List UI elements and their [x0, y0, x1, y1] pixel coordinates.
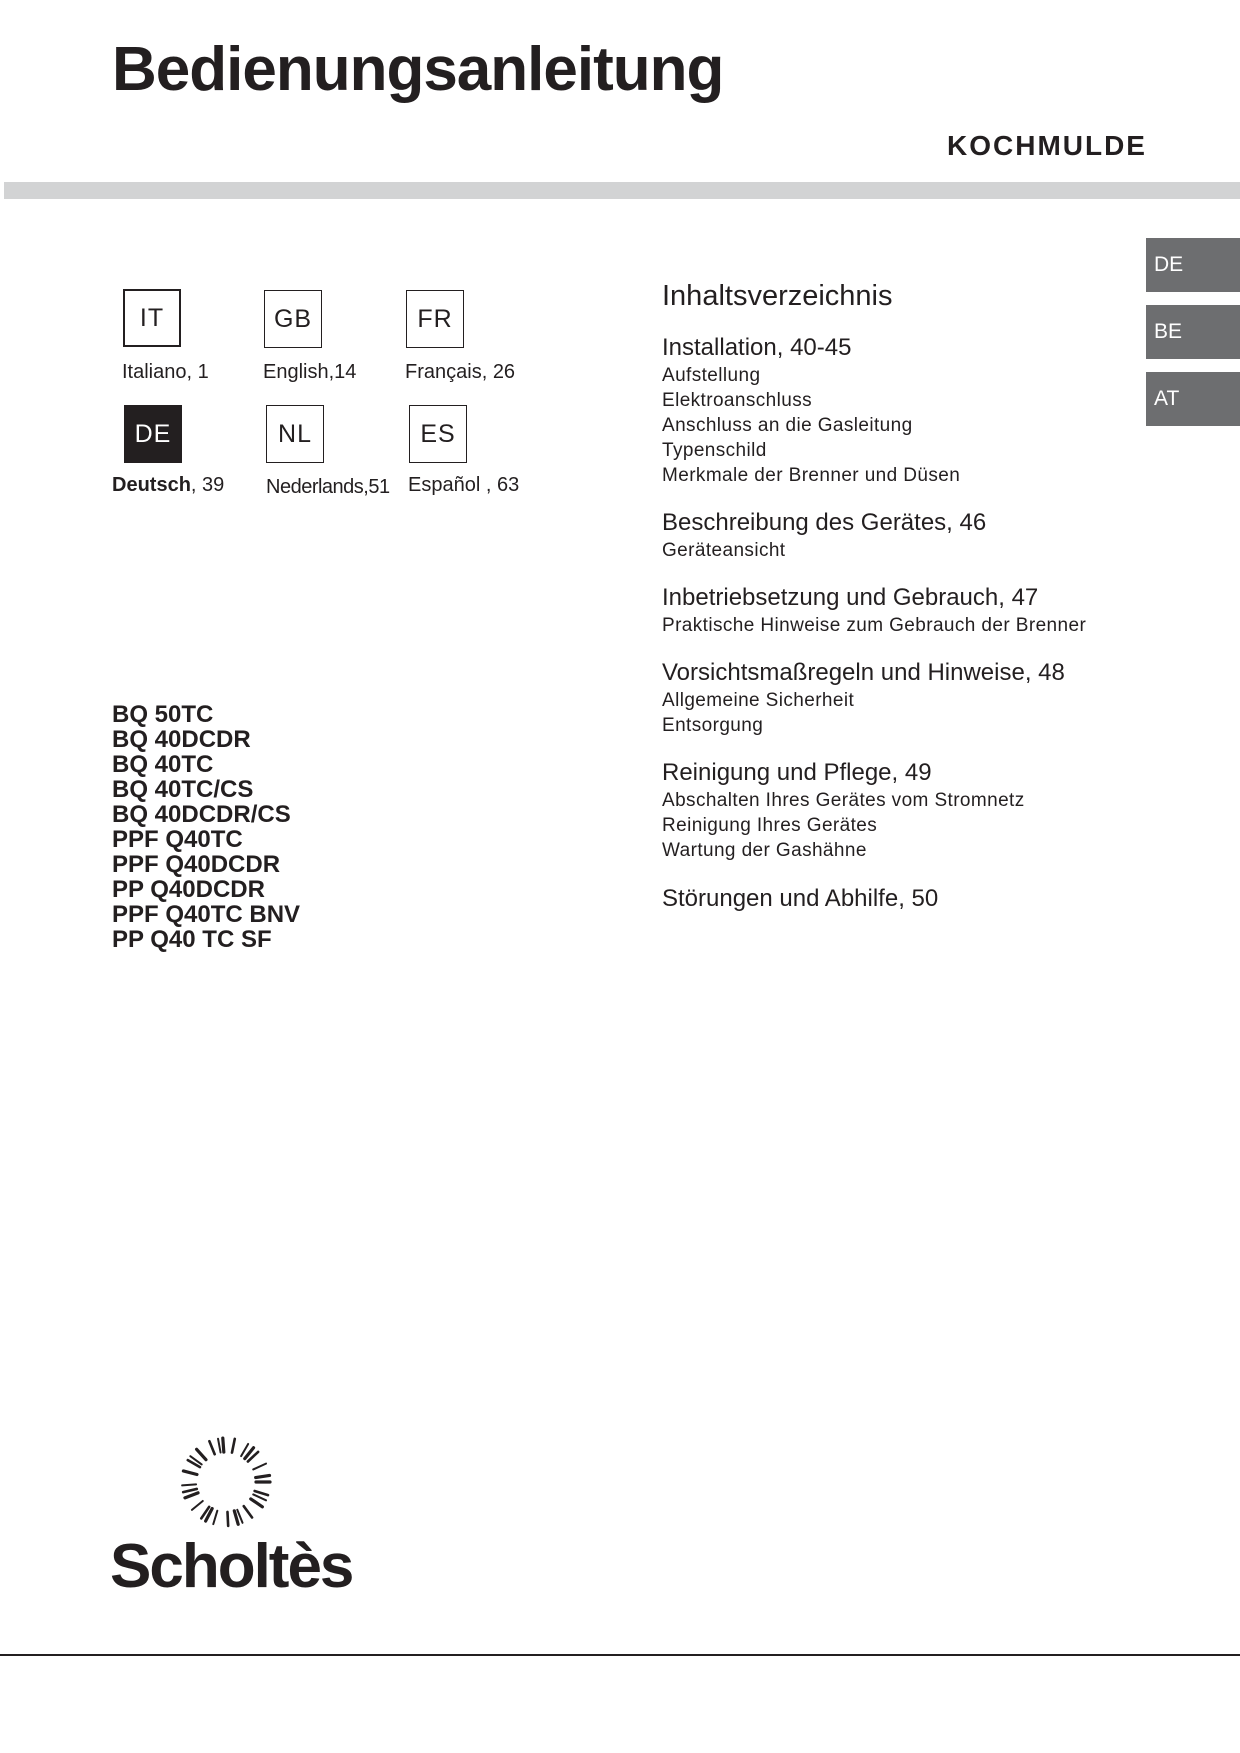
toc-item[interactable]: Abschalten Ihres Gerätes vom Stromnetz [662, 790, 1025, 811]
sun-ray [232, 1439, 235, 1453]
toc-heading[interactable]: Reinigung und Pflege, 49 [662, 759, 932, 786]
side-tab-be[interactable]: BE [1146, 305, 1240, 359]
toc-item[interactable]: Geräteansicht [662, 540, 786, 561]
toc-heading[interactable]: Inbetriebsetzung und Gebrauch, 47 [662, 584, 1039, 611]
sun-ray [209, 1441, 214, 1454]
toc-item[interactable]: Merkmale der Brenner und Düsen [662, 465, 961, 486]
toc-section-installation [662, 333, 1122, 488]
header-divider [4, 182, 1240, 199]
lang-page: 1 [197, 361, 209, 383]
model-name: PP Q40DCDR [112, 876, 265, 903]
toc-item[interactable]: Entsorgung [662, 715, 764, 736]
toc-heading[interactable]: Vorsichtsmaßregeln und Hinweise, 48 [662, 659, 1065, 686]
sun-ray [218, 1439, 221, 1453]
sun-ray [251, 1499, 263, 1507]
lang-label-it [122, 361, 209, 384]
lang-page: 26 [492, 361, 516, 383]
toc-item[interactable]: Typenschild [662, 440, 767, 461]
sun-ray [244, 1506, 252, 1517]
toc-item[interactable]: Wartung der Gashähne [662, 840, 867, 861]
footer-divider [0, 1654, 1240, 1656]
sun-ray [192, 1501, 203, 1510]
toc-heading[interactable]: Störungen und Abhilfe, 50 [662, 885, 939, 912]
lang-label-es [408, 474, 519, 497]
model-name: BQ 40DCDR [112, 726, 251, 753]
toc-item[interactable]: Anschluss an die Gasleitung [662, 415, 913, 436]
lang-box-it[interactable]: IT [123, 289, 181, 347]
lang-label-nl [266, 476, 390, 499]
sun-ray [253, 1494, 266, 1500]
toc-section-troubleshooting [662, 884, 1122, 914]
toc-item[interactable]: Reinigung Ihres Gerätes [662, 815, 878, 836]
sun-ray [183, 1471, 197, 1475]
lang-box-fr[interactable]: FR [406, 290, 464, 348]
model-name: BQ 40TC [112, 751, 214, 778]
sun-ray [213, 1511, 217, 1524]
model-name: PPF Q40TC [112, 826, 243, 853]
sun-ray [185, 1493, 198, 1498]
lang-label-de [112, 474, 224, 497]
sun-ray [223, 1438, 224, 1452]
document-title: Bedienungsanleitung [112, 35, 724, 104]
lang-name: Deutsch [112, 474, 191, 496]
model-name: PPF Q40TC BNV [112, 901, 301, 928]
lang-name: Español , [408, 474, 492, 496]
sun-ray [255, 1491, 268, 1495]
lang-page: , 39 [190, 474, 225, 496]
toc-item[interactable]: Praktische Hinweise zum Gebrauch der Brenner [662, 615, 1087, 636]
sun-ray [256, 1475, 270, 1477]
brand-sun-icon [176, 1432, 276, 1532]
model-name: PPF Q40DCDR [112, 851, 281, 878]
lang-label-fr [405, 361, 515, 384]
model-name: BQ 40DCDR/CS [112, 801, 291, 828]
sun-ray [253, 1464, 266, 1470]
model-name: BQ 40TC/CS [112, 776, 254, 803]
lang-box-es[interactable]: ES [409, 405, 467, 463]
model-name: PP Q40 TC SF [112, 926, 272, 953]
lang-box-nl[interactable]: NL [266, 405, 324, 463]
toc-title: Inhaltsverzeichnis [662, 280, 893, 312]
toc-section-operation [662, 583, 1122, 638]
brand-logo-text: Scholtès [110, 1532, 353, 1601]
toc-section-precautions [662, 658, 1122, 738]
lang-name: Nederlands, [266, 476, 369, 498]
sun-ray [183, 1489, 197, 1492]
lang-label-gb [263, 361, 356, 384]
sun-ray [227, 1512, 228, 1526]
toc-section-cleaning [662, 758, 1122, 863]
toc-heading[interactable]: Beschreibung des Gerätes, 46 [662, 509, 987, 536]
sun-ray [182, 1484, 196, 1485]
model-list [112, 702, 300, 952]
lang-page: 14 [334, 361, 357, 383]
side-tab-at[interactable]: AT [1146, 372, 1240, 426]
toc-item[interactable]: Allgemeine Sicherheit [662, 690, 855, 711]
sun-ray [197, 1449, 206, 1459]
lang-box-de[interactable]: DE [124, 405, 182, 463]
lang-page: 51 [368, 476, 390, 498]
toc-section-description [662, 508, 1122, 563]
model-name: BQ 50TC [112, 701, 214, 728]
lang-box-gb[interactable]: GB [264, 290, 322, 348]
product-type-label: KOCHMULDE [947, 130, 1147, 161]
lang-name: Italiano, [122, 361, 193, 383]
toc-heading[interactable]: Installation, 40-45 [662, 334, 852, 361]
lang-name: Français, [405, 361, 488, 383]
toc-item[interactable]: Elektroanschluss [662, 390, 813, 411]
toc-item[interactable]: Aufstellung [662, 365, 761, 386]
lang-page: 63 [496, 474, 520, 496]
lang-name: English, [263, 361, 335, 383]
side-tab-de[interactable]: DE [1146, 238, 1240, 292]
